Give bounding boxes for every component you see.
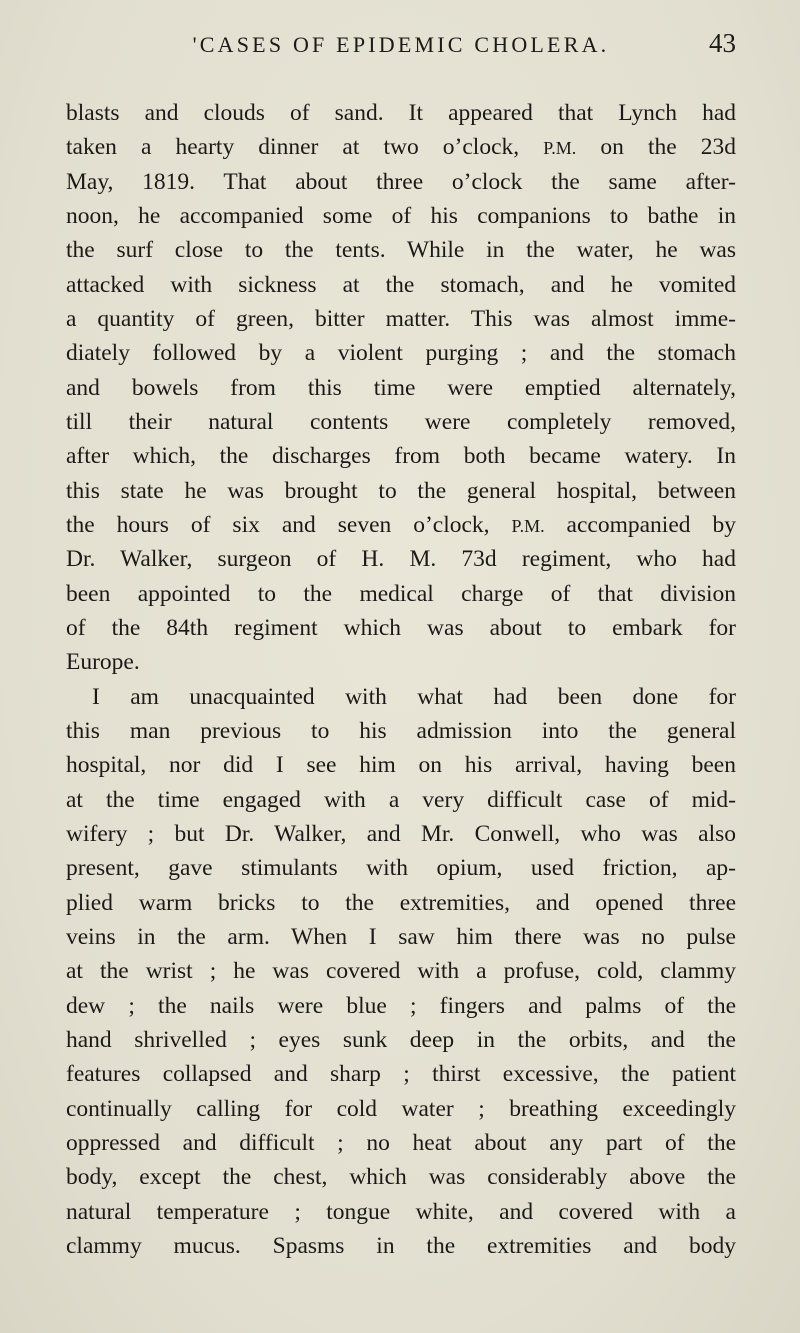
text-line: veins in the arm. When I saw him there was no pulse xyxy=(66,923,736,950)
text-line: Europe. xyxy=(66,649,140,676)
body-text xyxy=(66,96,736,1263)
text-line: this man previous to his admission into the general xyxy=(66,717,736,744)
text-line: noon, he accompanied some of his companions to bathe in xyxy=(66,202,736,229)
text-line: hand shrivelled ; eyes sunk deep in the orbits, and the xyxy=(66,1026,736,1053)
running-head xyxy=(66,26,736,66)
text-line: continually calling for cold water ; breathing exceedingly xyxy=(66,1095,736,1122)
text-line: body, except the chest, which was considerably above the xyxy=(66,1164,736,1191)
text-line: dew ; the nails were blue ; fingers and palms of the xyxy=(66,992,736,1019)
text-line: oppressed and difficult ; no heat about any part of the xyxy=(66,1129,736,1156)
text-line: clammy mucus. Spasms in the extremities and body xyxy=(66,1232,736,1259)
text-line: plied warm bricks to the extremities, and opened three xyxy=(66,889,736,916)
text-line: present, gave stimulants with opium, used friction, ap- xyxy=(66,855,736,882)
text-line: hospital, nor did I see him on his arrival, having been xyxy=(66,752,736,779)
text-line: a quantity of green, bitter matter. This was almost imme- xyxy=(66,305,736,332)
text-line: the surf close to the tents. While in the water, he was xyxy=(66,237,736,264)
text-line: this state he was brought to the general hospital, between xyxy=(66,477,736,504)
text-line: at the wrist ; he was covered with a profuse, cold, clammy xyxy=(66,958,736,985)
text-line: features collapsed and sharp ; thirst excessive, the patient xyxy=(66,1061,736,1088)
text-line: taken a hearty dinner at two o’clock, P.M. on the 23d xyxy=(66,134,736,161)
text-line: diately followed by a violent purging ; and the stomach xyxy=(66,340,736,367)
text-line: blasts and clouds of sand. It appeared that Lynch had xyxy=(66,100,736,126)
text-line: wifery ; but Dr. Walker, and Mr. Conwell, who was also xyxy=(66,820,736,847)
text-line: till their natural contents were completely removed, xyxy=(66,408,736,435)
text-line: and bowels from this time were emptied alternately, xyxy=(66,374,736,401)
text-line: of the 84th regiment which was about to embark for xyxy=(66,614,736,641)
text-line: been appointed to the medical charge of that division xyxy=(66,580,736,607)
text-line: Dr. Walker, surgeon of H. M. 73d regiment, who had xyxy=(66,546,736,573)
text-line: natural temperature ; tongue white, and covered with a xyxy=(66,1198,736,1225)
page-number: 43 xyxy=(709,28,736,58)
text-line: May, 1819. That about three o’clock the same after- xyxy=(66,168,736,195)
text-line: at the time engaged with a very difficult case of mid- xyxy=(66,786,736,813)
text-line: after which, the discharges from both became watery. In xyxy=(66,443,736,470)
running-title: 'CASES OF EPIDEMIC CHOLERA. xyxy=(192,32,610,57)
paragraph-start-line: I am unacquainted with what had been done for xyxy=(92,683,736,710)
text-line: attacked with sickness at the stomach, and he vomited xyxy=(66,271,736,298)
text-line: the hours of six and seven o’clock, P.M. accompanied by xyxy=(66,511,736,538)
